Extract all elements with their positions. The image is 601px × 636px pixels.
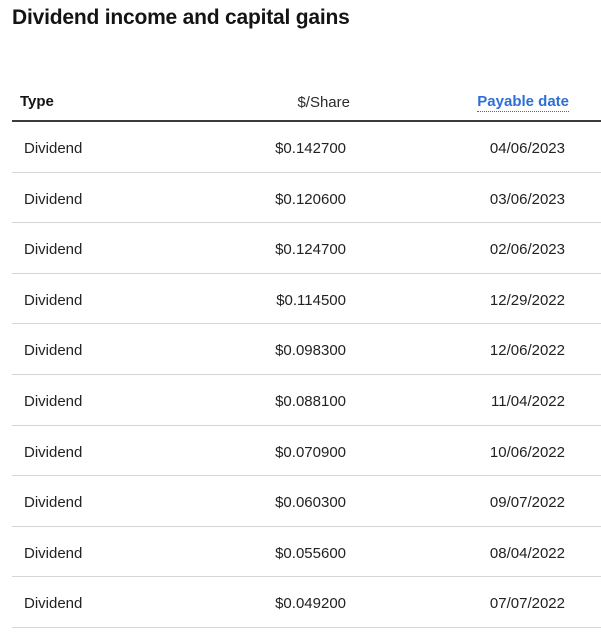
table-row [12, 173, 601, 224]
cell-share: $0.098300 [275, 342, 346, 360]
header-payable-date-sort[interactable]: Payable date [477, 93, 569, 110]
cell-payable-date: 10/06/2022 [489, 443, 565, 461]
cell-payable-date: 08/04/2022 [489, 544, 565, 562]
table-row [12, 223, 601, 274]
table-row [12, 324, 601, 375]
cell-payable-date: 12/06/2022 [489, 342, 565, 360]
table-row [12, 375, 601, 426]
cell-type: Dividend [24, 241, 83, 259]
cell-share: $0.049200 [275, 595, 346, 613]
cell-payable-date: 03/06/2023 [489, 190, 565, 208]
table-row [12, 274, 601, 325]
cell-share: $0.088100 [275, 392, 346, 410]
cell-type: Dividend [24, 443, 83, 461]
cell-payable-date: 04/06/2023 [489, 140, 565, 157]
cell-share: $0.142700 [275, 140, 346, 157]
table-header [12, 84, 601, 122]
cell-payable-date: 02/06/2023 [489, 241, 565, 259]
cell-share: $0.120600 [275, 190, 346, 208]
cell-type: Dividend [24, 392, 83, 410]
cell-share: $0.055600 [275, 544, 346, 562]
cell-share: $0.114500 [276, 291, 346, 309]
cell-share: $0.070900 [275, 443, 346, 461]
cell-type: Dividend [24, 190, 83, 208]
dividend-table [12, 84, 601, 628]
cell-type: Dividend [24, 544, 83, 562]
cell-type: Dividend [24, 291, 83, 309]
table-row [12, 476, 601, 527]
table-row [12, 122, 601, 173]
cell-payable-date: 09/07/2022 [489, 494, 565, 512]
cell-share: $0.124700 [275, 241, 346, 259]
table-row [12, 577, 601, 628]
cell-payable-date: 11/04/2022 [491, 392, 565, 410]
cell-type: Dividend [24, 140, 83, 157]
cell-payable-date: 07/07/2022 [489, 595, 565, 613]
header-type: Type [20, 93, 54, 110]
header-share: $/Share [297, 94, 350, 111]
cell-type: Dividend [24, 595, 83, 613]
table-row [12, 426, 601, 477]
page-title: Dividend income and capital gains [12, 6, 350, 29]
cell-share: $0.060300 [275, 494, 346, 512]
cell-type: Dividend [24, 342, 83, 360]
cell-payable-date: 12/29/2022 [489, 291, 565, 309]
cell-type: Dividend [24, 494, 83, 512]
table-row [12, 527, 601, 578]
